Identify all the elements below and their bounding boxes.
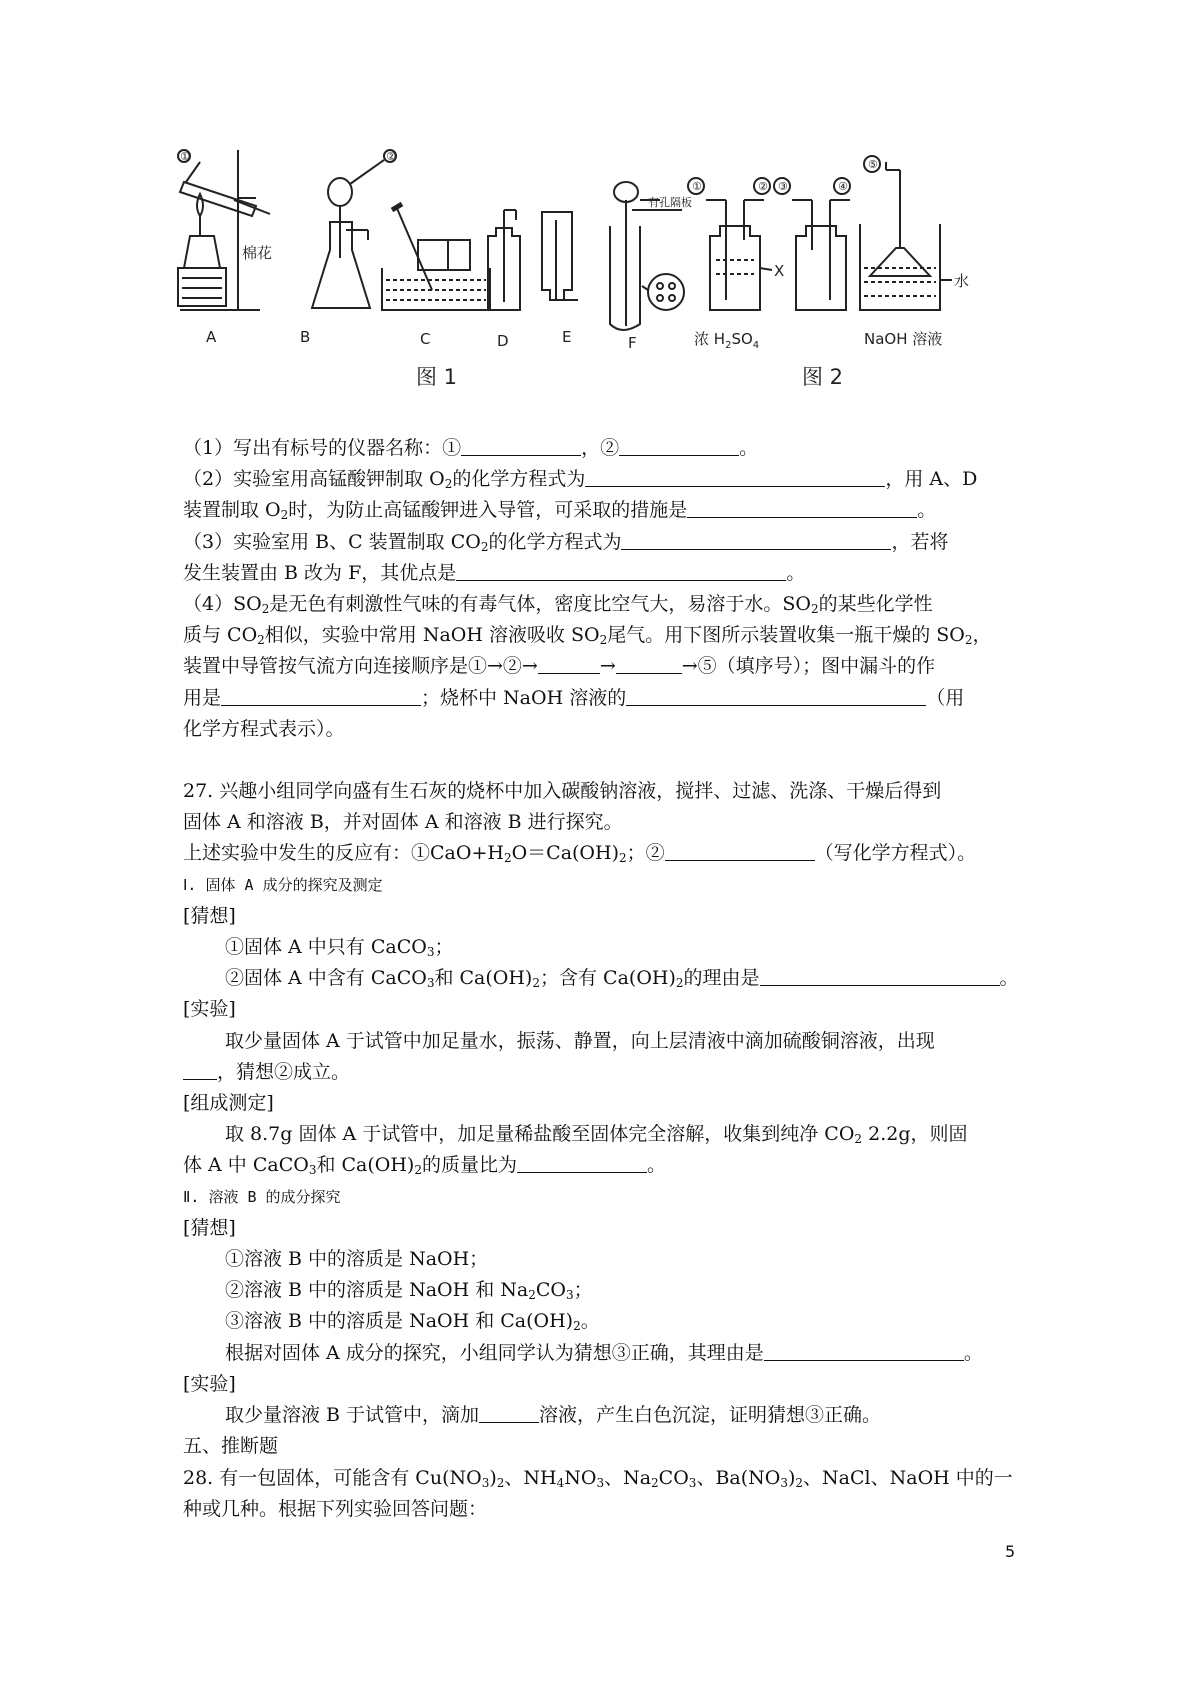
apparatus-collect-bottle (792, 200, 850, 310)
fig1-marker-1: ① (180, 150, 190, 163)
apparatus-c (382, 204, 490, 310)
label-a: A (206, 328, 217, 346)
guess2-heading: [猜想] (183, 1216, 236, 1239)
q4-line-3: 装置中导管按气流方向连接顺序是①→②→ → →⑤（填序号）；图中漏斗的作 (183, 655, 936, 678)
section-2-heading: Ⅱ. 溶液 B 的成分探究 (183, 1187, 341, 1206)
q28-line-1: 28. 有一包固体，可能含有 $Cu(NO_3)_2$、$NH_4NO_3$、$Na_2CO_3$、$Ba(NO_3)_2$、NaCl、NaOH 中的一 (183, 1466, 1013, 1490)
answer-blank[interactable] (619, 435, 739, 456)
answer-blank[interactable] (687, 497, 917, 518)
hypothesis-1: ①溶液 B 中的溶质是 NaOH； (225, 1248, 489, 1271)
acid-label: 浓 $H_2SO_4$ (694, 330, 760, 351)
answer-blank[interactable] (456, 560, 786, 581)
figure2-caption: 图 2 (802, 365, 844, 389)
perforated-plate-label: 有孔隔板 (648, 196, 692, 209)
q2-line-2: 装置制取 $O_2$时，为防止高锰酸钾进入导管，可采取的措施是 。 (183, 499, 937, 523)
hypothesis-3: ③溶液 B 中的溶质是 NaOH 和 $Ca(OH)_2$。 (225, 1310, 600, 1334)
naoh-label: NaOH 溶液 (864, 330, 943, 348)
q4-line-1: $(4)SO_2$是无色有刺激性气味的有毒气体，密度比空气大，易溶于水。$SO_2$的某些化学性 (183, 593, 933, 617)
q3-line-1: （3）实验室用 B、C 装置制取 $CO_2$的化学方程式为 ，若将 (183, 530, 949, 554)
label-d: D (497, 332, 509, 350)
apparatus-b (312, 150, 396, 308)
label-c: C (420, 330, 431, 348)
answer-blank[interactable] (479, 1402, 539, 1423)
experiment2-heading: [实验] (183, 1372, 236, 1395)
experiment-heading: [实验] (183, 998, 236, 1021)
composition-heading: [组成测定] (183, 1092, 274, 1115)
apparatus-beaker-funnel (860, 162, 952, 310)
label-b: B (300, 328, 311, 346)
answer-blank[interactable] (616, 653, 682, 674)
fig2-marker-5: ⑤ (868, 158, 878, 171)
cotton-label: 棉花 (242, 244, 273, 262)
apparatus-e (542, 212, 578, 300)
experiment-2: 取少量溶液 B 于试管中，滴加 溶液，产生白色沉淀，证明猜想③正确。 (225, 1404, 882, 1427)
fig2-marker-4: ④ (838, 180, 848, 193)
apparatus-d (488, 210, 520, 310)
q3-line-2: 发生装置由 B 改为 F，其优点是 。 (183, 561, 806, 584)
apparatus-a (178, 150, 273, 310)
water-label: 水 (954, 272, 970, 290)
x-label: X (774, 262, 785, 280)
guess-1: ①固体 A 中只有 CaCO$_3$； (225, 936, 454, 960)
q27-line-3: 上述实验中发生的反应有：$①CaO+H_2O=Ca(OH)_2$；② （写化学方程式）。 (183, 842, 977, 866)
experiment-1b: ，猜想②成立。 (183, 1057, 1028, 1088)
q27-line-2: 固体 A 和溶液 B，并对固体 A 和溶液 B 进行探究。 (183, 811, 623, 834)
q27-line-1: 27. 兴趣小组同学向盛有生石灰的烧杯中加入碳酸钠溶液，搅拌、过滤、洗涤、干燥后得到 (183, 780, 942, 803)
apparatus-figures (170, 140, 1050, 430)
answer-blank[interactable] (517, 1152, 647, 1173)
answer-blank[interactable] (764, 1340, 964, 1361)
guess-heading: [猜想] (183, 904, 236, 927)
hypothesis-2: ②溶液 B 中的溶质是 NaOH 和 $Na_2CO_3$； (225, 1279, 593, 1303)
answer-blank[interactable] (183, 1059, 217, 1080)
answer-blank[interactable] (665, 840, 815, 861)
answer-blank[interactable] (760, 965, 1000, 986)
q4-line-4: 用是 ；烧杯中 NaOH 溶液的 （用 (183, 686, 965, 709)
answer-blank[interactable] (461, 435, 581, 456)
fig2-marker-3: ③ (778, 180, 788, 193)
q4-line-2: 质与 $CO_2$相似，实验中常用 NaOH 溶液吸收 $SO_2$尾气。用下图所示装置收集一瓶干燥的 $SO_2$， (183, 624, 992, 648)
page-number: 5 (1005, 1542, 1016, 1561)
answer-blank[interactable] (621, 529, 891, 550)
fig2-marker-2: ② (758, 180, 768, 193)
composition-1: 取 8.7g 固体 A 于试管中，加足量稀盐酸至固体完全溶解，收集到纯净 $CO_2$ 2.2g，则固 (225, 1123, 968, 1147)
fig1-marker-2: ② (386, 150, 396, 163)
answer-blank[interactable] (626, 685, 926, 706)
q28-line-2: 种或几种。根据下列实验回答问题： (183, 1497, 488, 1520)
figure1-caption: 图 1 (416, 365, 458, 389)
answer-blank[interactable] (538, 653, 600, 674)
section-5-heading: 五、推断题 (183, 1435, 279, 1458)
section-1-heading: Ⅰ. 固体 A 成分的探究及测定 (183, 875, 383, 894)
guess-2: ②固体 A 中含有 CaCO$_3$和 $Ca(OH)_2$；含有 $Ca(OH)_2$的理由是 。 (225, 967, 1019, 991)
answer-blank[interactable] (221, 685, 421, 706)
q4-line-5: 化学方程式表示）。 (183, 717, 345, 740)
experiment-1: 取少量固体 A 于试管中加足量水，振荡、静置，向上层清液中滴加硫酸铜溶液，出现 (225, 1029, 935, 1052)
q1-line: （1）写出有标号的仪器名称：① ，② 。 (183, 437, 759, 459)
label-e: E (562, 328, 572, 346)
hypothesis-reason: 根据对固体 A 成分的探究，小组同学认为猜想③正确，其理由是 。 (225, 1341, 983, 1364)
answer-blank[interactable] (585, 466, 885, 487)
apparatus-drying-bottle (706, 200, 772, 310)
question-text (183, 433, 1028, 1525)
q2-line-1: （2）实验室用高锰酸钾制取 $O_2$的化学方程式为 ，用 A、D (183, 468, 978, 492)
fig2-marker-1: ① (692, 180, 702, 193)
label-f: F (628, 334, 637, 352)
composition-2: 体 A 中 CaCO$_3$和 $Ca(OH)_2$的质量比为 。 (183, 1154, 667, 1178)
